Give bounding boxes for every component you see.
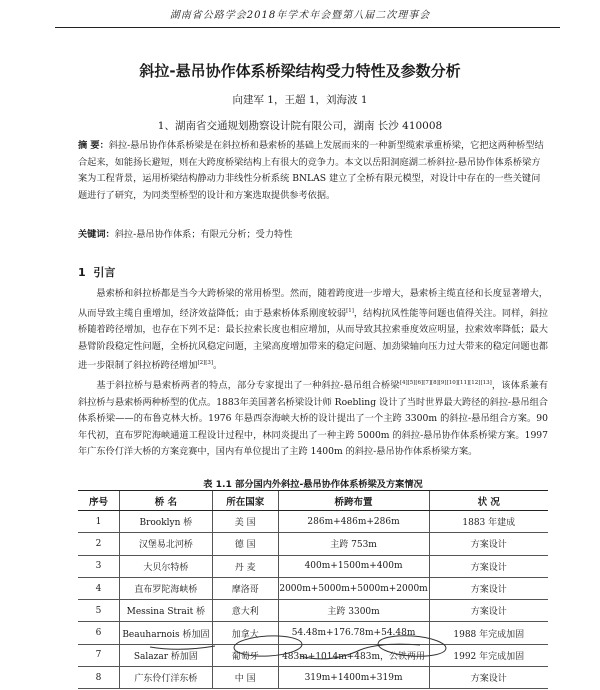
table-cell: 摩洛哥	[212, 577, 278, 599]
table-row	[78, 644, 548, 666]
table-cell: 加拿大	[212, 622, 278, 644]
table-caption: 表 1.1 部分国内外斜拉-悬吊协作体系桥梁及方案情况	[203, 479, 423, 490]
table-row	[78, 511, 548, 533]
table-cell: 5	[78, 600, 119, 622]
table-cell: 1	[78, 511, 119, 533]
section-number: 1	[78, 266, 86, 279]
abstract-label: 摘 要：	[78, 140, 109, 151]
col-header: 桥跨布置	[278, 491, 429, 511]
paragraph-2-text: 基于斜拉桥与悬索桥两者的特点，部分专家提出了一种斜拉-悬吊组合桥梁	[96, 380, 400, 392]
table-cell: 主跨 753m	[278, 533, 429, 555]
table-cell: 1988 年完成加固	[429, 622, 548, 644]
table-row	[78, 600, 548, 622]
running-header: 湖南省公路学会2018年学术年会暨第八届二次理事会	[169, 10, 431, 21]
paragraph-1-text-cont: ，结构抗风性能等问题也值得关注。同样，斜拉桥随着跨径增加，也存在下列不足：最长拉索长度也相应增加，从而导致其拉索垂度效应明显，拉索效率降低；最大悬臂阶段稳定性问题，全桥抗风稳定问题，主梁高度增加带来的稳定问题、加劲梁轴向压力过大带来的稳定问题也都进一步限制了斜拉桥跨径增加	[78, 307, 548, 372]
table-cell: 美 国	[212, 511, 278, 533]
table-cell: 意大利	[212, 600, 278, 622]
abstract-text: 斜拉-悬吊协作体系桥梁是在斜拉桥和悬索桥的基础上发展而来的一种新型缆索承重桥梁，它把这两种桥型结合起来，如能扬长避短，则在大跨度桥梁结构上有很大的竞争力。本文以岳阳洞庭湖二桥斜拉-悬吊协作体系桥梁方案为工程背景，运用桥梁结构静动力非线性分析系统 BNLAS 建立了全桥有限元模型，对设计中存在的一些关键问题进行了研究，为同类型桥型的设计和方案选取提供参考依据。	[78, 140, 544, 201]
paragraph-1-end: 。	[213, 360, 223, 372]
table-cell: 中 国	[212, 667, 278, 689]
table-cell: 286m+486m+286m	[278, 511, 429, 533]
col-header: 所在国家	[212, 491, 278, 511]
table-cell: 400m+1500m+400m	[278, 555, 429, 577]
table-cell: 1992 年完成加固	[429, 644, 548, 666]
col-header: 状 况	[429, 491, 548, 511]
col-header: 桥 名	[119, 491, 212, 511]
citation: [2][3]	[197, 360, 214, 367]
table-cell: 483m+1014m+483m，公铁两用	[278, 644, 429, 666]
table-cell: 方案设计	[429, 600, 548, 622]
table-cell: 6	[78, 622, 119, 644]
table-row	[78, 577, 548, 599]
citation: [1]	[346, 307, 354, 314]
table-cell: 直布罗陀海峡桥	[119, 577, 212, 599]
keywords-text: 斜拉-悬吊协作体系；有限元分析；受力特性	[114, 229, 293, 240]
table-row	[78, 667, 548, 689]
table-row	[78, 622, 548, 644]
table-cell: 1883 年建成	[429, 511, 548, 533]
table-cell: 方案设计	[429, 667, 548, 689]
paragraph-1-text: 悬索桥和斜拉桥都是当今大跨桥梁的常用桥型。然而，随着跨度进一步增大，悬索桥主缆直径和长度显著增大，从而导致主缆自重增加，经济效益降低；由于悬索桥体系刚度较弱	[78, 288, 548, 319]
citation: [4][5][6][7][8][9][10][11][12][13]	[399, 380, 492, 386]
paragraph-1	[78, 286, 548, 375]
keywords	[78, 226, 546, 240]
table-cell: 2	[78, 533, 119, 555]
table-cell: Salazar 桥加固	[119, 644, 212, 666]
table-cell: 54.48m+176.78m+54.48m	[278, 622, 429, 644]
col-header: 序号	[78, 491, 119, 511]
table-cell: Brooklyn 桥	[119, 511, 212, 533]
table-cell: 方案设计	[429, 533, 548, 555]
table-cell: 319m+1400m+319m	[278, 667, 429, 689]
table-cell: 德 国	[212, 533, 278, 555]
paragraph-2-text-cont: ，该体系兼有斜拉桥与悬索桥两种桥型的优点。1883年美国著名桥梁设计师 Roebling 设计了当时世界最大跨径的斜拉-悬吊组合体系桥梁——的布鲁克林大桥。1976 年悬西奈海峡大桥的设计提出了一个主跨 3300m 的斜拉-悬吊组合方案。90 年代初，直布罗陀海峡通道工程设计过程中，林同炎提出了一种主跨 5000m 的斜拉-悬吊协作体系桥梁方案。1997 年广东伶仃洋大桥的方案竞赛中，国内有单位提出了主跨 1400m 的斜拉-悬吊协作体系桥梁方案。	[78, 380, 549, 458]
table-cell: 大贝尔特桥	[119, 555, 212, 577]
table-header-row	[78, 491, 548, 511]
table-cell: 8	[78, 667, 119, 689]
table-cell: 方案设计	[429, 555, 548, 577]
section-title: 引言	[93, 266, 116, 279]
table-cell: 7	[78, 644, 119, 666]
table-cell: Messina Strait 桥	[119, 600, 212, 622]
table-row	[78, 533, 548, 555]
table-cell: 丹 麦	[212, 555, 278, 577]
table-cell: 方案设计	[429, 577, 548, 599]
table-cell: 4	[78, 577, 119, 599]
bridge-table	[78, 490, 548, 689]
abstract	[78, 138, 546, 204]
paper-title: 斜拉-悬吊协作体系桥梁结构受力特性及参数分析	[139, 62, 461, 80]
authors: 向建军 1，王超 1，刘海波 1	[232, 94, 368, 106]
paragraph-2	[78, 375, 548, 461]
header-rule	[55, 27, 560, 28]
table-cell: 主跨 3300m	[278, 600, 429, 622]
table-cell: 葡萄牙	[212, 644, 278, 666]
table-cell: 汉堡易北河桥	[119, 533, 212, 555]
table-row	[78, 555, 548, 577]
section-heading	[78, 264, 115, 280]
table-cell: 2000m+5000m+5000m+2000m	[278, 577, 429, 599]
affiliation: 1、湖南省交通规划勘察设计院有限公司，湖南 长沙 410008	[157, 120, 443, 132]
table-cell: 3	[78, 555, 119, 577]
table-cell: Beauharnois 桥加固	[119, 622, 212, 644]
table-cell: 广东伶仃洋东桥	[119, 667, 212, 689]
keywords-label: 关键词：	[78, 229, 115, 240]
